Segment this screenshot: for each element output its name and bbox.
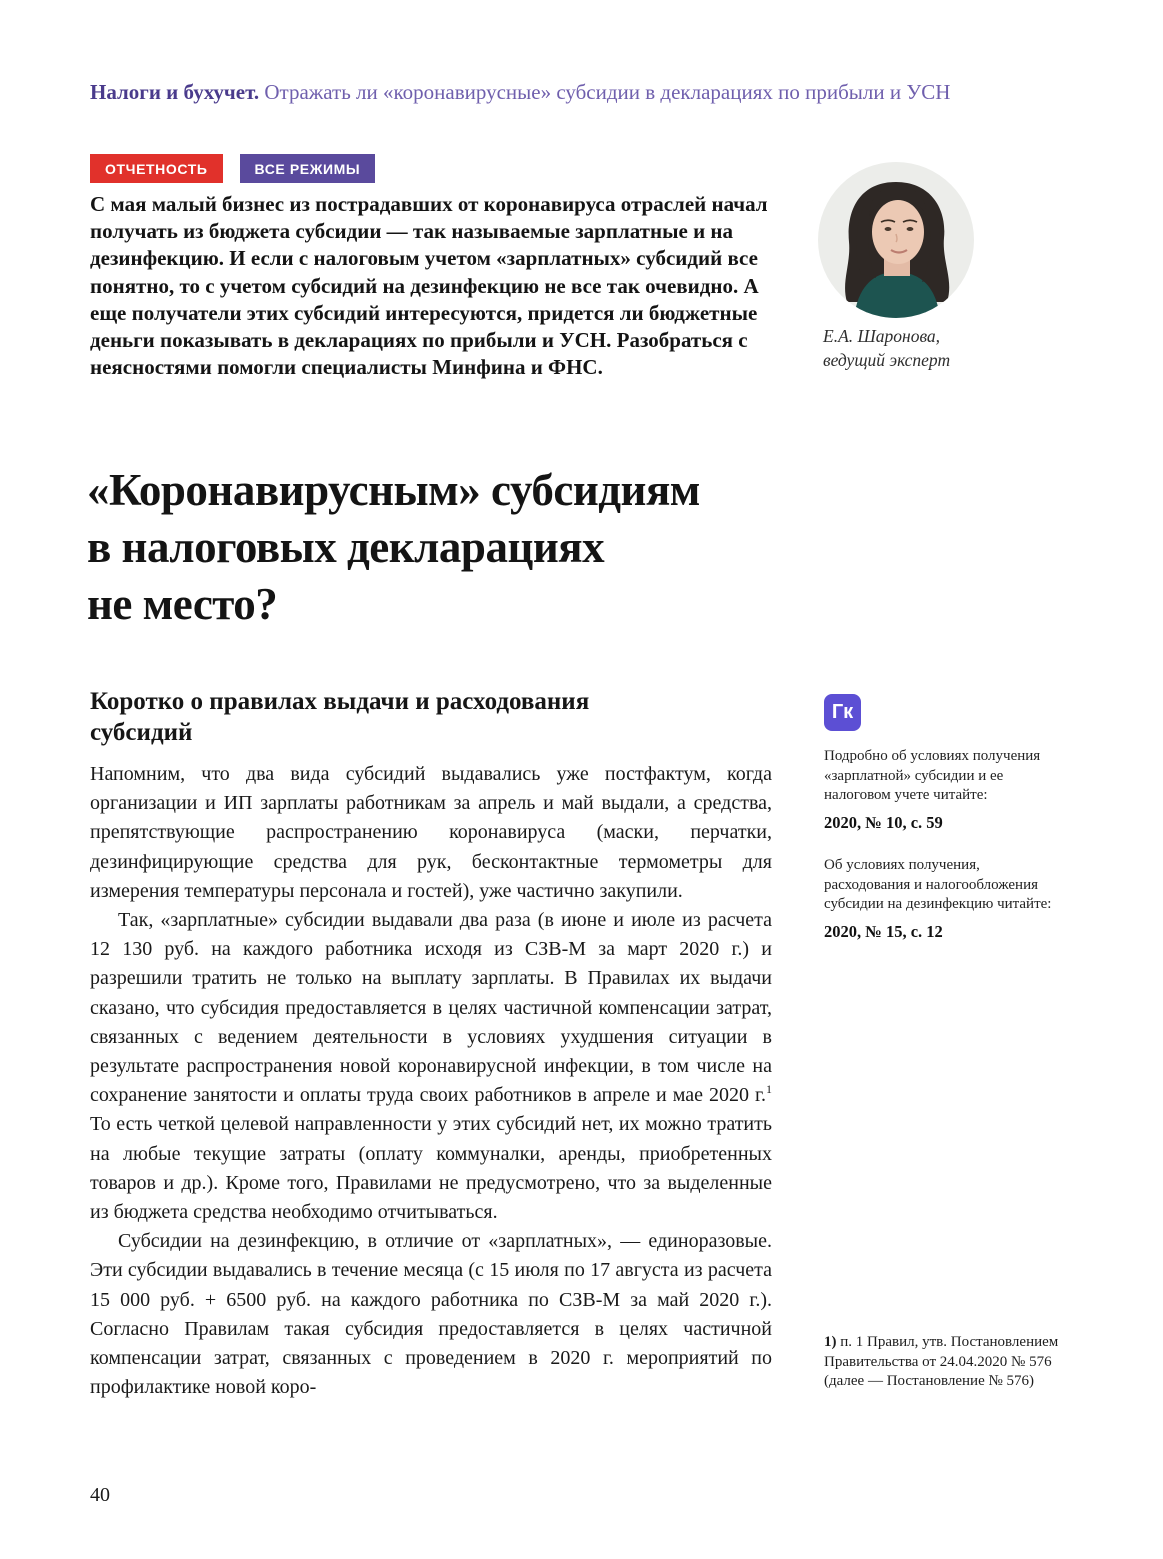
- sidebar-note: [824, 747, 1064, 832]
- article-title-line: в налоговых декларациях: [87, 522, 605, 572]
- article-title: [87, 462, 1067, 633]
- author-block: [818, 162, 1068, 372]
- author-name: Е.А. Шаронова,: [823, 326, 941, 346]
- body-paragraph-1: Напомним, что два вида субсидий выдавались уже постфактум, когда организации и ИП зарплаты работникам за апрель и май выдали, а средства, препятствующие распространению коронавируса (маски, перчатки, дезинфицирующие средства для рук, бесконтактные термометры для измерения температуры персонала и гостей), уже частично закупили.: [90, 763, 772, 902]
- page-header: [90, 80, 1090, 105]
- badge-row: [90, 154, 375, 183]
- article-body: [90, 760, 772, 1402]
- page-number: 40: [90, 1484, 110, 1506]
- sidebar-note-text: Об условиях получения, расходования и налогообложения субсидии на дезинфекцию читайте:: [824, 857, 1052, 912]
- section-heading-line: субсидий: [90, 719, 193, 746]
- glavkniga-logo-icon: Гк: [824, 694, 861, 731]
- article-title-line: не место?: [87, 579, 278, 629]
- body-paragraph-2: [90, 906, 772, 1227]
- badge-all-regimes: ВСЕ РЕЖИМЫ: [240, 154, 376, 183]
- issue-reference: 2020, № 15, с. 12: [824, 921, 943, 941]
- footnote-marker: 1): [824, 1334, 837, 1350]
- footnote-reference-marker: 1: [766, 1082, 772, 1097]
- author-role: ведущий эксперт: [823, 350, 951, 370]
- sidebar-note-text: Подробно об условиях получения «зарплатной» субсидии и ее налоговом учете читайте:: [824, 748, 1041, 803]
- paragraph-text: То есть четкой целевой направленности у этих субсидий нет, их можно тратить на любые текущие затраты (оплату коммуналки, аренды, приобретенных товаров и др.). Кроме того, Правилами не предусмотрено, что за выделенные из бюджета средства необходимо отчитываться.: [90, 1113, 772, 1224]
- sidebar-note: [824, 856, 1064, 941]
- issue-reference: 2020, № 10, с. 59: [824, 812, 943, 832]
- author-portrait-image: [818, 162, 974, 318]
- footnote-text: п. 1 Правил, утв. Постановлением Правительства от 24.04.2020 № 576 (далее — Постановление № 576): [824, 1334, 1059, 1389]
- rubric-label: Налоги и бухучет.: [90, 80, 260, 104]
- footnote-1: [824, 1333, 1076, 1392]
- sidebar: [824, 694, 1064, 965]
- section-heading-line: Коротко о правилах выдачи и расходования: [90, 688, 590, 715]
- paragraph-text: Так, «зарплатные» субсидии выдавали два раза (в июне и июле из расчета 12 130 руб. на каждого работника исходя из СЗВ-М за март 2020 г.) и разрешили тратить не только на выплату зарплаты. В Правилах их выдачи сказано, что субсидия предоставляется в целях частичной компенсации затрат, связанных с ведением деятельности в условиях ухудшения ситуации в результате распространения новой коронавирусной инфекции, в том числе на сохранение занятости и оплаты труда своих работников в апреле и мае 2020 г.: [90, 909, 772, 1107]
- author-photo: [818, 162, 974, 318]
- section-heading: [90, 686, 790, 748]
- lead-paragraph: С мая малый бизнес из пострадавших от коронавируса отраслей начал получать из бюджета субсидии — так называемые зарплатные и на дезинфекцию. И если с налоговым учетом «зарплатных» субсидий все понятно, то с учетом субсидий на дезинфекцию не все так очевидно. А еще получатели этих субсидий интересуются, придется ли бюджетные деньги показывать в декларациях по прибыли и УСН. Разобраться с неясностями помогли специалисты Минфина и ФНС.: [90, 192, 768, 380]
- article-title-line: «Коронавирусным» субсидиям: [87, 465, 700, 515]
- badge-reporting: ОТЧЕТНОСТЬ: [90, 154, 223, 183]
- article-topic: Отражать ли «коронавирусные» субсидии в декларациях по прибыли и УСН: [259, 80, 951, 104]
- body-paragraph-3: Субсидии на дезинфекцию, в отличие от «зарплатных», — единоразовые. Эти субсидии выдавались в течение месяца (с 15 июля по 17 августа из расчета 15 000 руб. + 6500 руб. на каждого работника по СЗВ-М за май 2020 г.). Согласно Правилам такая субсидия предоставляется в целях частичной компенсации затрат, связанных с проведением в 2020 г. мероприятий по профилактике новой коро-: [90, 1230, 772, 1399]
- author-caption: [823, 324, 1068, 372]
